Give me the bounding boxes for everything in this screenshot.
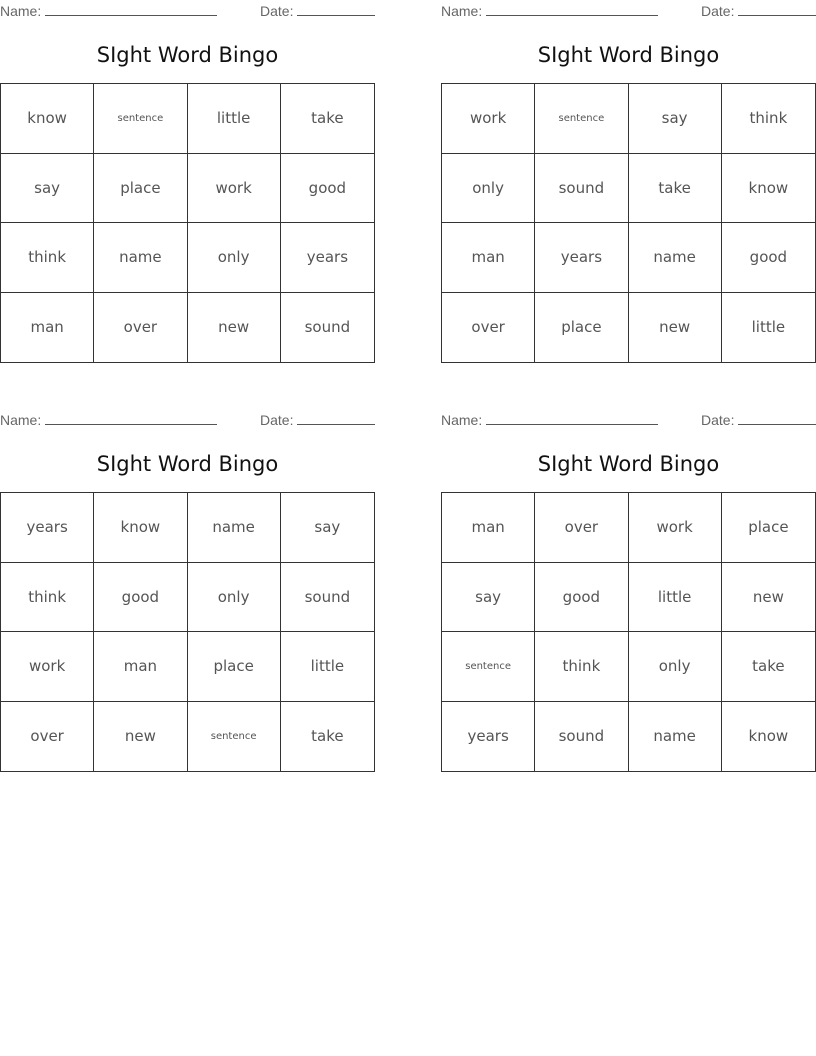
bingo-cell: think: [1, 563, 94, 633]
name-field: [441, 2, 658, 20]
name-label: Name:: [441, 412, 483, 428]
bingo-cell: sound: [281, 563, 374, 633]
bingo-cell: little: [188, 84, 281, 154]
bingo-cell: new: [188, 293, 281, 363]
name-label: Name:: [0, 3, 42, 19]
bingo-cell: take: [722, 632, 815, 702]
bingo-cell: only: [188, 223, 281, 293]
bingo-grid: [441, 492, 816, 772]
bingo-cell: think: [722, 84, 815, 154]
bingo-cell: know: [1, 84, 94, 154]
bingo-cell: over: [535, 493, 628, 563]
bingo-cell: sentence: [94, 84, 187, 154]
bingo-cell: place: [188, 632, 281, 702]
date-blank-line: [738, 411, 816, 425]
name-field: [441, 411, 658, 429]
bingo-cell: name: [629, 223, 722, 293]
bingo-cell: over: [94, 293, 187, 363]
bingo-cell: little: [281, 632, 374, 702]
bingo-cell: good: [281, 154, 374, 224]
bingo-cell: work: [188, 154, 281, 224]
bingo-cell: name: [94, 223, 187, 293]
bingo-card-3: [0, 409, 375, 769]
date-field: [260, 2, 375, 20]
card-title: SIght Word Bingo: [537, 43, 720, 67]
bingo-cell: sound: [535, 154, 628, 224]
bingo-cell: only: [442, 154, 535, 224]
bingo-cell: over: [442, 293, 535, 363]
bingo-cell: little: [751, 318, 786, 337]
bingo-cell: man: [442, 223, 535, 293]
bingo-cell: sound: [304, 318, 351, 337]
bingo-cell: name: [629, 702, 722, 772]
bingo-cell: new: [629, 293, 722, 363]
bingo-cell: take: [311, 727, 344, 746]
name-blank-line: [45, 2, 217, 16]
date-field: [701, 411, 816, 429]
bingo-cell: say: [1, 154, 94, 224]
bingo-cell: sentence: [535, 84, 628, 154]
bingo-cell: name: [188, 493, 281, 563]
bingo-card-1: [0, 0, 375, 360]
bingo-cell: work: [1, 632, 94, 702]
bingo-cell: sound: [535, 702, 628, 772]
bingo-cell: new: [722, 563, 815, 633]
bingo-cell: take: [281, 84, 374, 154]
date-label: Date:: [701, 412, 735, 428]
bingo-card-4: [441, 409, 816, 769]
card-title: SIght Word Bingo: [96, 43, 279, 67]
date-field: [260, 411, 375, 429]
bingo-cell: know: [94, 493, 187, 563]
name-field: [0, 411, 217, 429]
bingo-cell: know: [722, 154, 815, 224]
date-label: Date:: [260, 412, 294, 428]
card-title: SIght Word Bingo: [96, 452, 279, 476]
bingo-card-2: [441, 0, 816, 360]
name-blank-line: [45, 411, 217, 425]
date-blank-line: [297, 2, 375, 16]
bingo-grid: [0, 83, 375, 363]
bingo-cell: sentence: [442, 632, 535, 702]
name-blank-line: [486, 411, 658, 425]
bingo-cell: good: [722, 223, 815, 293]
bingo-cell: years: [442, 702, 535, 772]
bingo-cell: new: [94, 702, 187, 772]
card-title: SIght Word Bingo: [537, 452, 720, 476]
bingo-cell: take: [629, 154, 722, 224]
bingo-cell: think: [1, 223, 94, 293]
bingo-cell: say: [281, 493, 374, 563]
bingo-cell: work: [629, 493, 722, 563]
date-label: Date:: [260, 3, 294, 19]
bingo-grid: [0, 492, 375, 772]
bingo-cell: place: [722, 493, 815, 563]
bingo-cell: place: [94, 154, 187, 224]
date-label: Date:: [701, 3, 735, 19]
name-label: Name:: [0, 412, 42, 428]
bingo-cell: years: [281, 223, 374, 293]
bingo-cell: over: [1, 702, 94, 772]
date-blank-line: [738, 2, 816, 16]
name-blank-line: [486, 2, 658, 16]
bingo-cell: good: [94, 563, 187, 633]
bingo-cell: man: [94, 632, 187, 702]
name-label: Name:: [441, 3, 483, 19]
bingo-cell: little: [629, 563, 722, 633]
bingo-cell: man: [442, 493, 535, 563]
date-field: [701, 2, 816, 20]
bingo-cell: man: [1, 293, 94, 363]
bingo-cell: work: [442, 84, 535, 154]
name-field: [0, 2, 217, 20]
bingo-cell: know: [748, 727, 789, 746]
bingo-cell: say: [442, 563, 535, 633]
bingo-cell: only: [629, 632, 722, 702]
bingo-cell: good: [535, 563, 628, 633]
bingo-cell: think: [535, 632, 628, 702]
bingo-cell: only: [188, 563, 281, 633]
date-blank-line: [297, 411, 375, 425]
bingo-grid: [441, 83, 816, 363]
bingo-cell: years: [1, 493, 94, 563]
bingo-cell: years: [535, 223, 628, 293]
bingo-cell: say: [629, 84, 722, 154]
bingo-cell: sentence: [188, 702, 281, 772]
bingo-cell: place: [535, 293, 628, 363]
